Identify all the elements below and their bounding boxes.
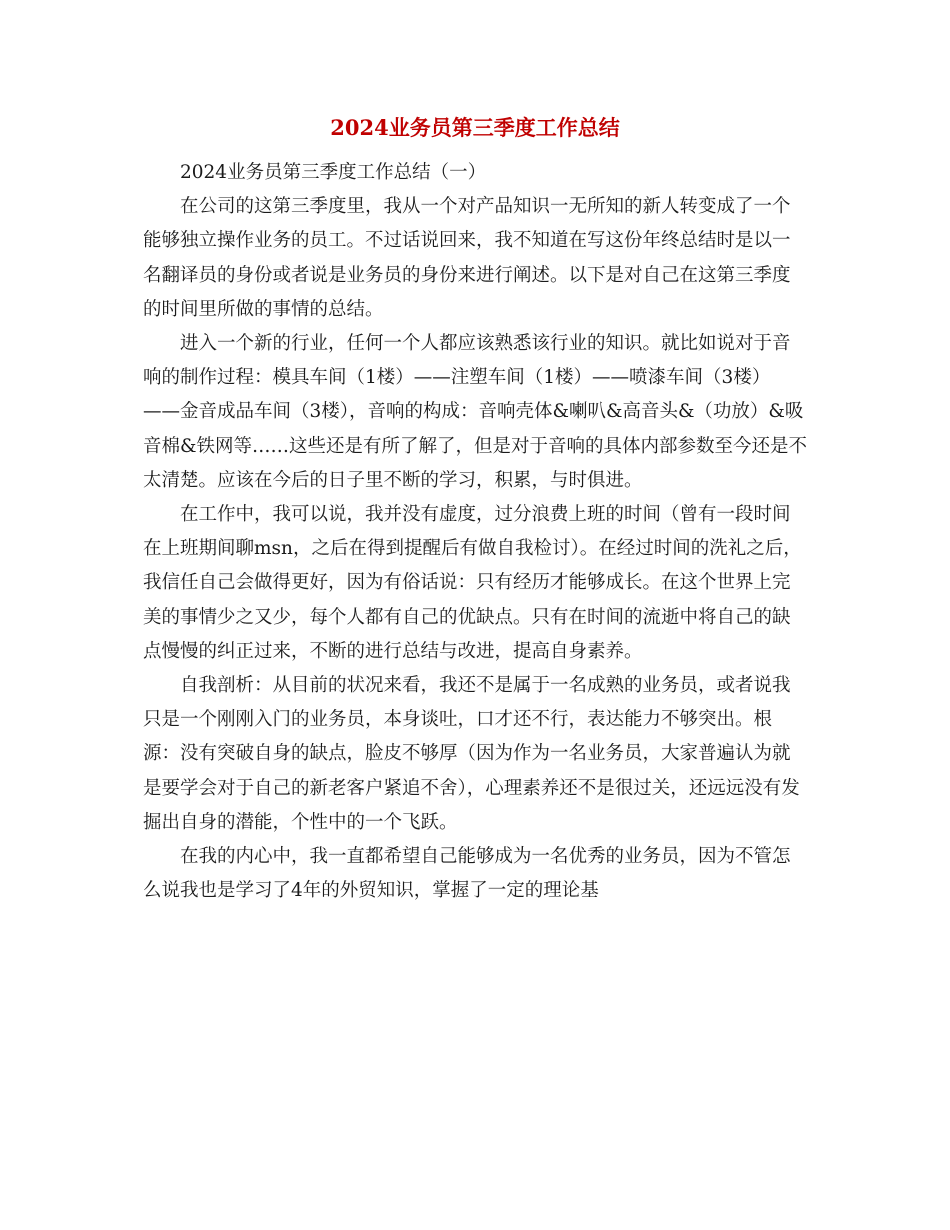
paragraph: 在公司的这第三季度里，我从一个对产品知识一无所知的新人转变成了一个能够独立操作业务的员工。不过话说回来，我不知道在写这份年终总结时是以一名翻译员的身份或者说是业务员的身份来进行阐述。以下是对自己在这第三季度的时间里所做的事情的总结。 [143, 196, 791, 320]
paragraph: 在我的内心中，我一直都希望自己能够成为一名优秀的业务员，因为不管怎么说我也是学习了4年的外贸知识，掌握了一定的理论基 [143, 846, 791, 902]
document-title: 2024业务员第三季度工作总结 [330, 115, 620, 140]
paragraph: 在工作中，我可以说，我并没有虚度，过分浪费上班的时间（曾有一段时间在上班期间聊msn，之后在得到提醒后有做自我检讨）。在经过时间的洗礼之后，我信任自己会做得更好，因为有俗话说：只有经历才能够成长。在这个世界上完美的事情少之又少，每个人都有自己的优缺点。只有在时间的流逝中将自己的缺点慢慢的纠正过来，不断的进行总结与改进，提高自身素养。 [143, 504, 802, 662]
section-heading: 2024业务员第三季度工作总结（一） [180, 162, 487, 183]
paragraph: 进入一个新的行业，任何一个人都应该熟悉该行业的知识。就比如说对于音响的制作过程：模具车间（1楼）——注塑车间（1楼）——喷漆车间（3楼）——金音成品车间（3楼），音响的构成：音响壳体&喇叭&高音头&（功放）&吸音棉&铁网等……这些还是有所了解了，但是对于音响的具体内部参数至今还是不太清楚。应该在今后的日子里不断的学习，积累，与时俱进。 [143, 333, 807, 491]
document-body [143, 156, 807, 908]
paragraph: 自我剖析：从目前的状况来看，我还不是属于一名成熟的业务员，或者说我只是一个刚刚入门的业务员，本身谈吐，口才还不行，表达能力不够突出。根源：没有突破自身的缺点，脸皮不够厚（因为作为一名业务员，大家普遍认为就是要学会对于自己的新老客户紧追不舍），心理素养还不是很过关，还远远没有发掘出自身的潜能，个性中的一个飞跃。 [143, 675, 800, 833]
